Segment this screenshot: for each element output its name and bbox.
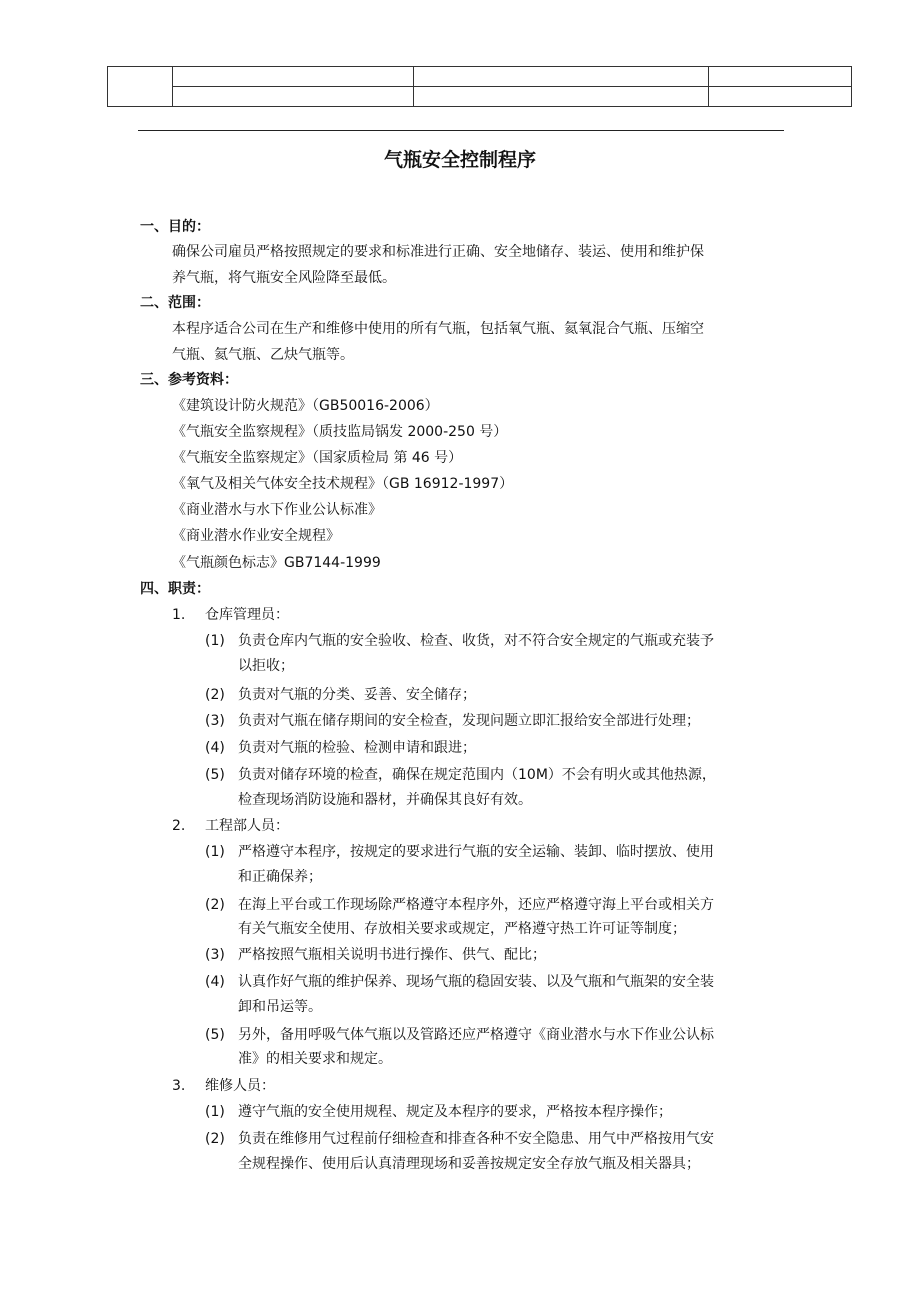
list-number: 3. [172,1078,186,1094]
paragraph-line: 确保公司雇员严格按照规定的要求和标准进行正确、安全地储存、装运、使用和维护保 [172,244,704,260]
list-item-continuation: 准》的相关要求和规定。 [238,1051,392,1067]
header-row [108,67,852,87]
list-item-text: 负责仓库内气瓶的安全验收、检查、收货，对不符合安全规定的气瓶或充装予 [238,633,714,649]
list-item-text: 认真作好气瓶的维护保养、现场气瓶的稳固安装、以及气瓶和气瓶架的安全装 [238,974,714,990]
header-cell [709,67,852,87]
header-row [108,87,852,107]
section-heading-duties: 四、职责： [140,581,210,597]
list-number: 2. [172,818,186,834]
list-item-continuation: 全规程操作、使用后认真清理现场和妥善按规定安全存放气瓶及相关器具； [238,1156,700,1172]
header-divider [138,130,784,131]
list-item-continuation: 和正确保养； [238,869,322,885]
section-heading-scope: 二、范围： [140,295,210,311]
list-item-text: 负责对储存环境的检查，确保在规定范围内（10M）不会有明火或其他热源， [238,767,716,783]
list-item-text: 另外，备用呼吸气体气瓶以及管路还应严格遵守《商业潜水与水下作业公认标 [238,1027,714,1043]
header-cell [414,67,709,87]
list-item-continuation: 卸和吊运等。 [238,999,322,1015]
list-number: (1) [205,1104,225,1120]
list-number: (2) [205,687,225,703]
header-cell [173,87,414,107]
list-item-text: 严格按照气瓶相关说明书进行操作、供气、配比； [238,947,546,963]
reference-item: 《气瓶安全监察规程》（质技监局锅发 2000-250 号） [172,424,508,440]
list-item-text: 负责对气瓶在储存期间的安全检查，发现问题立即汇报给安全部进行处理； [238,713,700,729]
paragraph-line: 本程序适合公司在生产和维修中使用的所有气瓶，包括氧气瓶、氦氧混合气瓶、压缩空 [172,321,704,337]
list-item-text: 遵守气瓶的安全使用规程、规定及本程序的要求，严格按本程序操作； [238,1104,672,1120]
reference-item: 《商业潜水与水下作业公认标准》 [172,502,382,518]
reference-item: 《氧气及相关气体安全技术规程》（GB 16912-1997） [172,476,514,492]
list-number: (3) [205,713,225,729]
section-heading-references: 三、参考资料： [140,372,238,388]
document-title: 气瓶安全控制程序 [383,149,536,171]
list-item-text: 负责对气瓶的分类、妥善、安全储存； [238,687,476,703]
list-number: 1. [172,607,186,623]
list-item-continuation: 检查现场消防设施和器材，并确保其良好有效。 [238,792,532,808]
list-item-continuation: 有关气瓶安全使用、存放相关要求或规定，严格遵守热工许可证等制度； [238,921,686,937]
document-header-table [107,66,852,107]
list-number: (1) [205,633,225,649]
header-logo-cell [108,67,173,107]
section-heading-purpose: 一、目的： [140,219,210,235]
paragraph-line: 气瓶、氦气瓶、乙炔气瓶等。 [172,347,354,363]
reference-item: 《气瓶安全监察规定》（国家质检局 第 46 号） [172,450,463,466]
header-cell [414,87,709,107]
reference-item: 《建筑设计防火规范》（GB50016-2006） [172,398,439,414]
header-cell [709,87,852,107]
duty-group-title: 仓库管理员： [205,607,289,623]
list-number: (2) [205,1131,225,1147]
duty-group-title: 维修人员： [205,1078,275,1094]
list-item-text: 负责在维修用气过程前仔细检查和排查各种不安全隐患、用气中严格按用气安 [238,1131,714,1147]
list-number: (5) [205,767,225,783]
reference-item: 《气瓶颜色标志》GB7144-1999 [172,555,381,571]
paragraph-line: 养气瓶，将气瓶安全风险降至最低。 [172,270,396,286]
list-number: (3) [205,947,225,963]
list-number: (1) [205,844,225,860]
list-number: (4) [205,740,225,756]
list-item-continuation: 以拒收； [238,658,294,674]
list-number: (4) [205,974,225,990]
list-number: (2) [205,897,225,913]
header-cell [173,67,414,87]
list-item-text: 在海上平台或工作现场除严格遵守本程序外，还应严格遵守海上平台或相关方 [238,897,714,913]
reference-item: 《商业潜水作业安全规程》 [172,528,340,544]
duty-group-title: 工程部人员： [205,818,289,834]
list-item-text: 负责对气瓶的检验、检测申请和跟进； [238,740,476,756]
list-number: (5) [205,1027,225,1043]
list-item-text: 严格遵守本程序，按规定的要求进行气瓶的安全运输、装卸、临时摆放、使用 [238,844,714,860]
